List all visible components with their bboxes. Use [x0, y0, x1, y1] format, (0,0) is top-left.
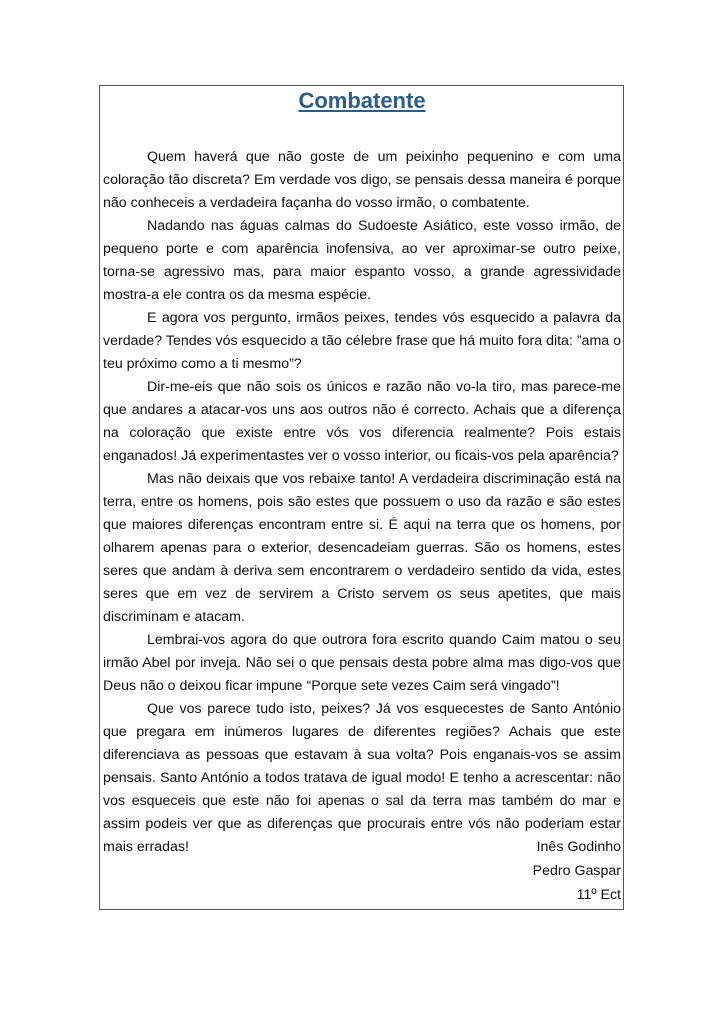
author-name: Pedro Gaspar [532, 863, 621, 879]
class-label: 11º Ect [576, 887, 621, 903]
table-cell-divider [623, 838, 624, 860]
paragraph: Nadando nas águas calmas do Sudoeste Asiático, este vosso irmão, de pequeno porte e com aparência inofensiva, ao ver aproximar-se outro peixe, torna-se agressivo mas, para maior espanto vosso, a grande agressividade mostra-a ele contra os da mesma espécie. [103, 218, 621, 303]
paragraph: Que vos parece tudo isto, peixes? Já vos esquecestes de Santo António que pregara em inúmeros lugares de diferentes regiões? Achais que este diferenciava as pessoas que estavam à sua volta? Pois enganais-vos se assim pensais. Santo António a todos tratava de igual modo! E tenho a acrescentar: não vos esqueceis que este não foi apenas o sal da terra mas também do mar e assim podeis ver que as diferenças que procurais entre vós não poderiam estar mais erradas! [103, 701, 621, 855]
table-cell-divider [99, 838, 100, 860]
document-title: Combatente [298, 88, 426, 113]
document-body [103, 146, 621, 859]
paragraph: Lembrai-vos agora do que outrora fora escrito quando Caim matou o seu irmão Abel por inveja. Não sei o que pensais desta pobre alma mas digo-vos que Deus não o deixou ficar impune “Porque sete vezes Caim será vingado”! [103, 632, 621, 694]
table-cell-divider [99, 864, 100, 886]
paragraph: Mas não deixais que vos rebaixe tanto! A verdadeira discriminação está na terra, entre os homens, pois são estes que possuem o uso da razão e são estes que maiores diferenças encontram entre si. É aqui na terra que os homens, por olharem apenas para o exterior, desencadeiam guerras. São os homens, estes seres que andam à deriva sem encontrarem o verdadeiro sentido da vida, estes seres que em vez de servirem a Cristo servem os seus apetites, que mais discriminam e atacam. [103, 471, 621, 625]
paragraph: Quem haverá que não goste de um peixinho pequenino e com uma coloração tão discreta? Em verdade vos digo, se pensais dessa maneira é porque não conheceis a verdadeira façanha do vosso irmão, o combatente. [103, 149, 621, 211]
author-name: Inês Godinho [536, 839, 621, 855]
paragraph: E agora vos pergunto, irmãos peixes, tendes vós esquecido a palavra da verdade? Tendes vós esquecido a tão célebre frase que há muito fora dita: ”ama o teu próximo como a ti mesmo”? [103, 310, 621, 372]
signature-block [533, 835, 621, 907]
paragraph: Dir-me-eis que não sois os únicos e razão não vo-la tiro, mas parece-me que andares a atacar-vos uns aos outros não é correcto. Achais que a diferença na coloração que existe entre vós vos diferencia realmente? Pois estais enganados! Já experimentastes ver o vosso interior, ou ficais-vos pela aparência? [103, 379, 621, 464]
table-cell-divider [623, 864, 624, 886]
